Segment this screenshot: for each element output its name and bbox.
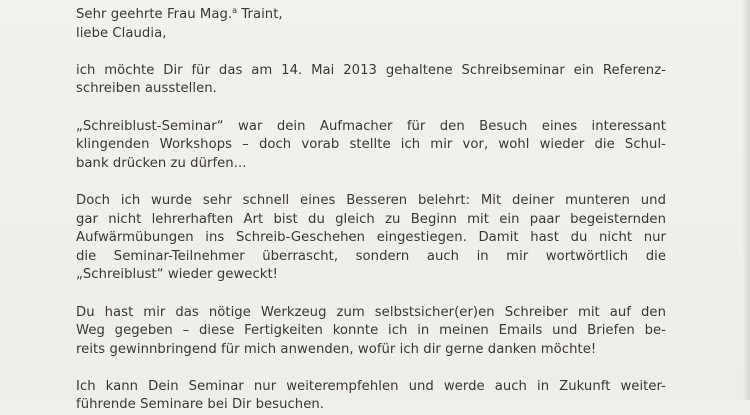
paragraph-tools [76,304,666,360]
paragraph-recommendation [76,378,666,415]
paragraph-line: Ich kann Dein Seminar nur weiterempfehlen und werde auch in Zukunft weiter- [76,378,666,394]
paragraph-experience [76,192,666,285]
paragraph-line: schreiben ausstellen. [76,81,217,97]
paragraph-line: die Seminar-Teilnehmer überrascht, sondern auch in mir wortwörtlich die [76,248,666,264]
paragraph-line: gar nicht lehrerhaften Art bist du gleich zu Beginn mit ein paar begeisternden [76,211,666,227]
paragraph-line: „Schreiblust“ wieder geweckt! [76,267,279,283]
ordinal-superscript: a [232,6,238,15]
paragraph-line: klingenden Workshops – doch vorab stellte ich mir vor, wohl wieder die Schul- [76,137,666,153]
paragraph-seminar-intro [76,118,666,174]
paragraph-line: Weg gegeben – diese Fertigkeiten konnte ich in meinen Emails und Briefen be- [76,323,666,339]
paragraph-line: Aufwärmübungen ins Schreib-Geschehen eingestiegen. Damit hast du nicht nur [76,230,666,246]
paragraph-line: Du hast mir das nötige Werkzeug zum selbstsicher(er)en Schreiber mit auf den [76,304,666,320]
paragraph-line: reits gewinnbringend für mich anwenden, wofür ich dir gerne danken möchte! [76,341,597,357]
paragraph-line: Doch ich wurde sehr schnell eines Besseren belehrt: Mit deiner munteren und [76,192,666,208]
paragraph-line: führende Seminare bei Dir besuchen. [76,397,325,413]
paragraph-line: „Schreiblust-Seminar“ war dein Aufmacher für den Besuch eines interessant [76,118,666,134]
letter-body [76,6,666,415]
page-edge-shadow [742,0,750,400]
paragraph-line: bank drücken zu dürfen... [76,155,247,171]
paragraph-line: ich möchte Dir für das am 14. Mai 2013 gehaltene Schreibseminar ein Referenz- [76,62,666,78]
salutation-line-2: liebe Claudia, [76,25,167,41]
salutation-line-1: Sehr geehrte Frau Mag.$^a$ Traint, [76,6,283,22]
paragraph-reference-request [76,62,666,99]
